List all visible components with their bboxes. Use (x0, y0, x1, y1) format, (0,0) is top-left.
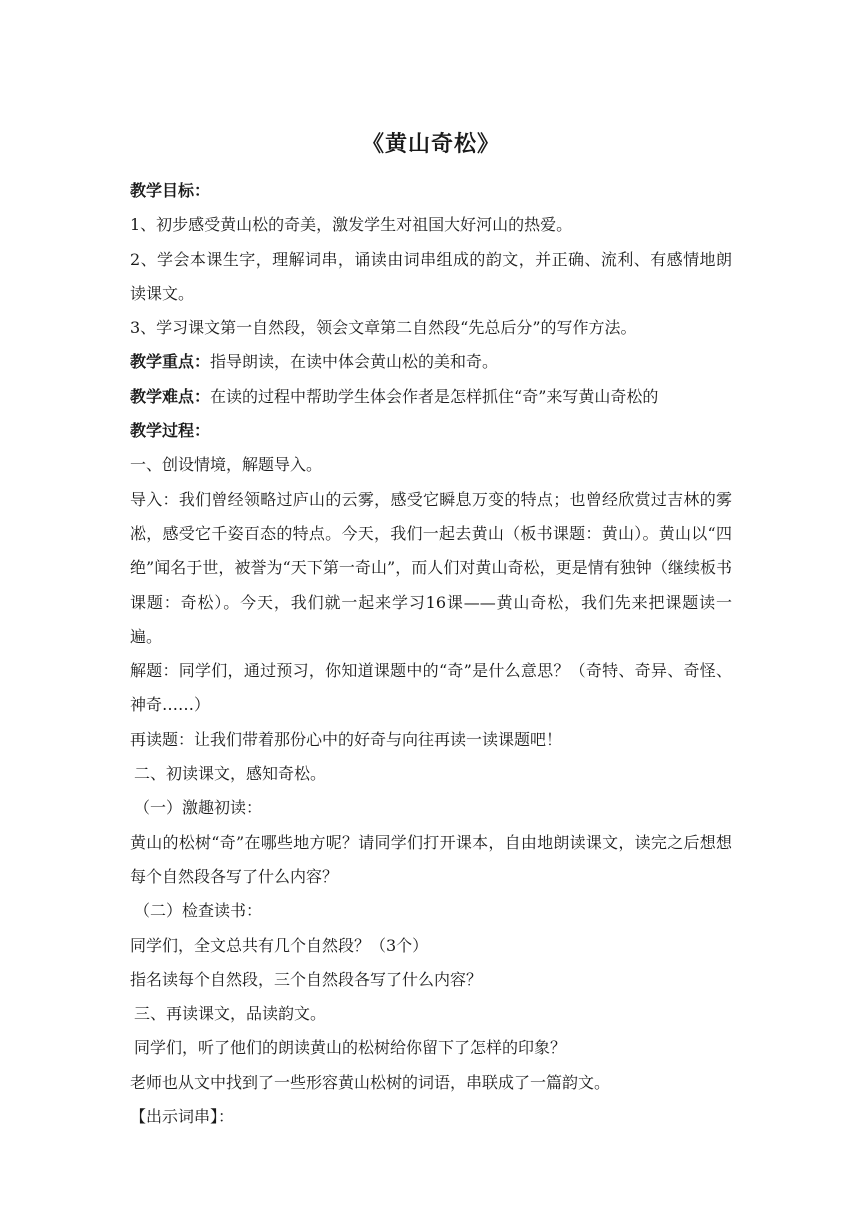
teacher-words: 老师也从文中找到了一些形容黄山松树的词语，串联成了一篇韵文。 (130, 1072, 611, 1092)
objective-3: 3、学习课文第一自然段，领会文章第二自然段“先总后分”的写作方法。 (130, 318, 637, 338)
difficulty-point (130, 380, 732, 414)
reread-paragraph: 再读题：让我们带着那份心中的好奇与向往再读一读课题吧！ (130, 729, 563, 749)
subsection-2-question-2: 指名读每个自然段，三个自然段各写了什么内容？ (130, 969, 483, 989)
section-3-heading: 三、再读课文，品读韵文。 (134, 1004, 327, 1024)
objectives-heading: 教学目标： (130, 181, 211, 200)
explain-paragraph: 解题：同学们，通过预习，你知道课题中的“奇”是什么意思？（奇特、奇异、奇怪、神奇……） (130, 661, 732, 715)
impression-question: 同学们，听了他们的朗读黄山的松树给你留下了怎样的印象？ (134, 1038, 567, 1058)
subsection-2-heading: （二）检查读书： (134, 901, 263, 921)
process-heading: 教学过程： (130, 421, 211, 441)
section-2-heading: 二、初读课文，感知奇松。 (134, 764, 327, 784)
subsection-2-question-1: 同学们，全文总共有几个自然段？（3个） (130, 935, 429, 955)
objective-1: 1、初步感受黄山松的奇美，激发学生对祖国大好河山的热爱。 (130, 215, 573, 235)
show-words-heading: 【出示词串】： (130, 1107, 235, 1127)
key-point-label: 教学重点： (130, 352, 211, 372)
subsection-1-text: 黄山的松树“奇”在哪些地方呢？请同学们打开课本，自由地朗读课文，读完之后想想每个自然段各写了什么内容？ (130, 832, 732, 886)
subsection-1-heading: （一）激趣初读： (134, 798, 263, 818)
section-1-heading: 一、创设情境，解题导入。 (130, 455, 323, 475)
key-point-text: 指导朗读，在读中体会黄山松的美和奇。 (210, 352, 499, 372)
key-point (130, 345, 732, 379)
difficulty-label: 教学难点： (130, 386, 211, 406)
difficulty-text: 在读的过程中帮助学生体会作者是怎样抓住“奇”来写黄山奇松的 (210, 386, 659, 406)
page-title: 《黄山奇松》 (361, 131, 500, 157)
document-page (130, 126, 732, 1134)
objective-2: 2、学会本课生字，理解词串，诵读由词串组成的韵文，并正确、流利、有感情地朗读课文。 (130, 249, 732, 303)
intro-paragraph: 导入：我们曾经领略过庐山的云雾，感受它瞬息万变的特点；也曾经欣赏过吉林的雾凇，感受它千姿百态的特点。今天，我们一起去黄山（板书课题：黄山）。黄山以“四绝”闻名于世，被誉为“天下第一奇山”，而人们对黄山奇松，更是情有独钟（继续板书课题：奇松）。今天，我们就一起来学习16课——黄山奇松，我们先来把课题读一遍。 (130, 489, 732, 646)
